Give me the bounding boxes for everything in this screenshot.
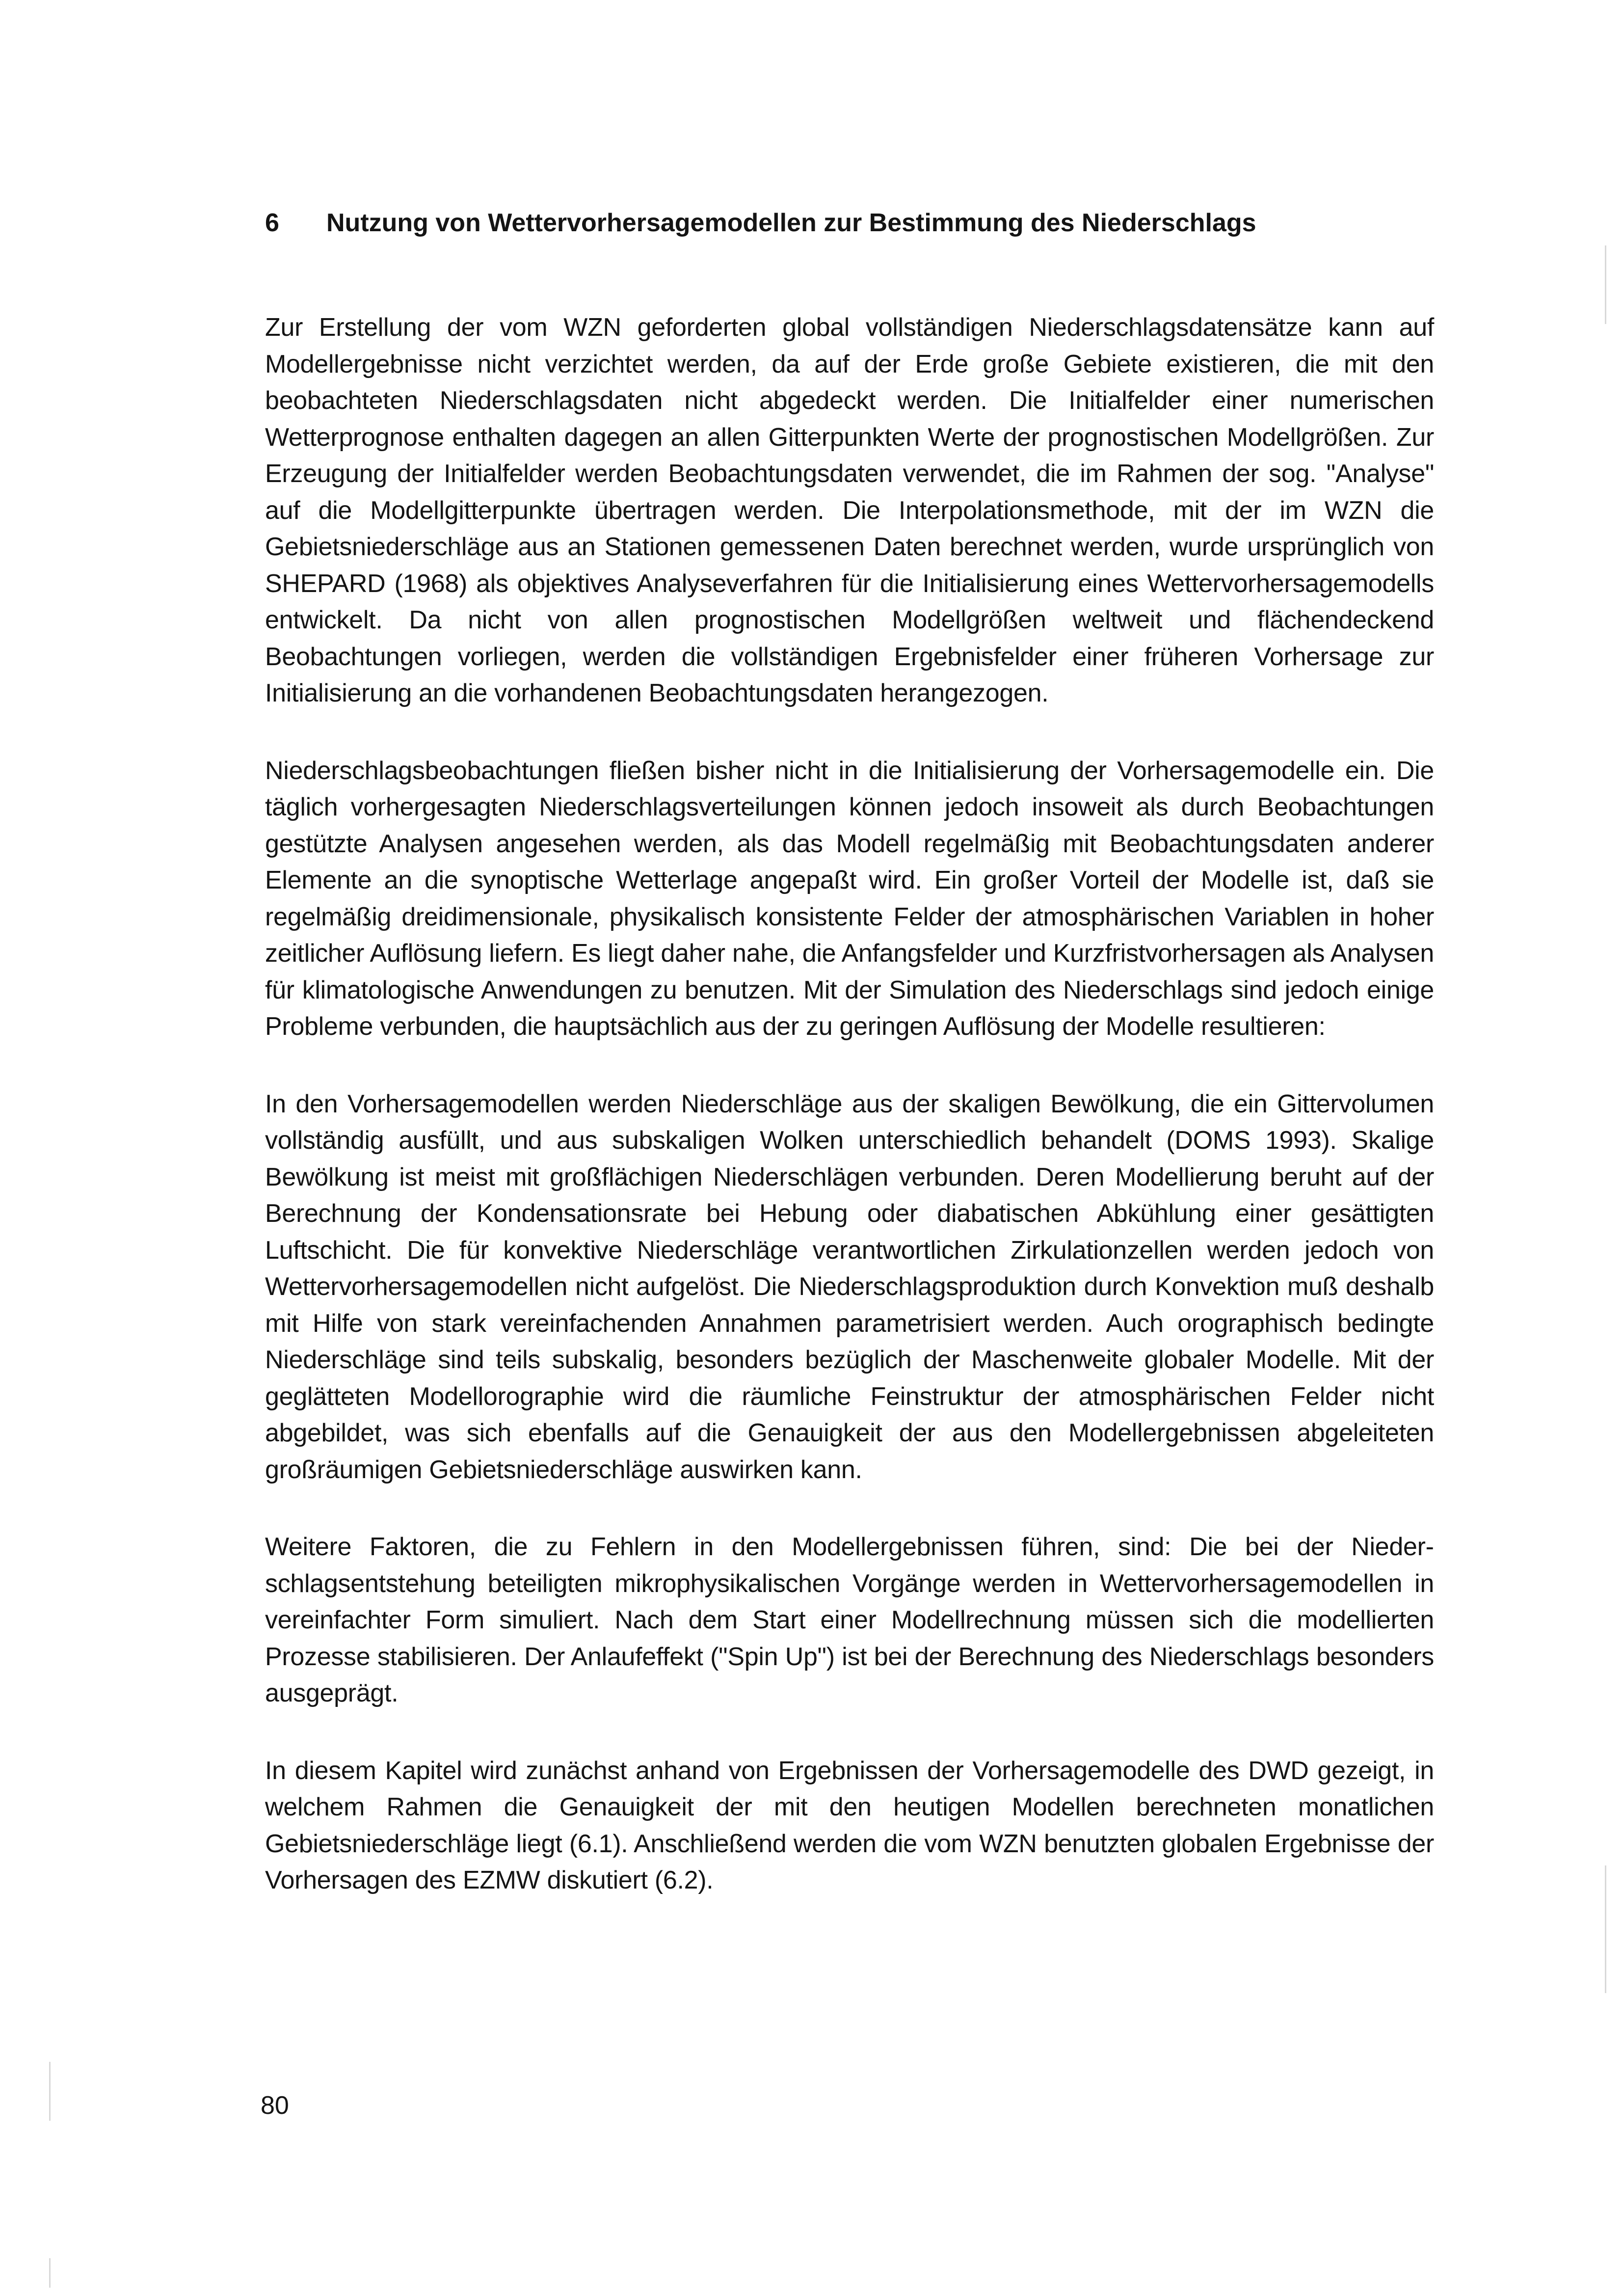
- chapter-title: Nutzung von Wettervorhersagemodellen zur Bestimmung des Niederschlags: [326, 209, 1256, 237]
- scan-mark-left-2: [49, 2258, 51, 2288]
- paragraph-5: In diesem Kapitel wird zunächst anhand von Ergebnissen der Vorhersagemodelle des DWD gezeigt, in welchem Rahmen die Genauigkeit der mit den heutigen Modellen berechneten monatlichen Gebietsniederschläge liegt (6.1). Anschließend werden die vom WZN benutzten globalen Ergebnisse der Vorhersagen des EZMW diskutiert (6.2).: [265, 1756, 1434, 1894]
- paragraph-1: Zur Erstellung der vom WZN geforderten global vollständigen Niederschlagsdatensätze kann auf Modellergebnisse nicht verzichtet werden, da auf der Erde große Gebiete existieren, die mit den beobachteten Niederschlagsdaten nicht abgedeckt werden. Die Initialfelder einer numerischen Wetterprognose enthalten dagegen an allen Gitterpunkten Werte der prognostischen Modellgrößen. Zur Erzeugung der Initialfelder werden Beobachtungsdaten verwendet, die im Rahmen der sog. "Analyse" auf die Modellgitterpunkte übertragen werden. Die Interpolationsmethode, mit der im WZN die Gebietsniederschläge aus an Stationen gemessenen Daten berechnet werden, wurde ursprünglich von SHEPARD (1968) als objektives Analyseverfahren für die Initialisierung eines Wettervorhersagemodells entwickelt. Da nicht von allen prognostischen Modellgrößen weltweit und flächendeckend Beobachtungen vorliegen, werden die vollständigen Ergebnisfelder einer früheren Vorhersage zur Initialisierung an die vorhandenen Beobachtungsdaten herangezogen.: [265, 313, 1434, 707]
- scan-mark-left-1: [49, 2062, 51, 2121]
- body-text: [265, 309, 1434, 1940]
- chapter-heading: [265, 205, 1443, 241]
- paragraph-3: In den Vorhersagemodellen werden Niederschläge aus der skaligen Bewölkung, die ein Gittervolumen vollständig ausfüllt, und aus subskaligen Wolken unterschiedlich behandelt (DOMS 1993). Skalige Bewölkung ist meist mit großflächigen Niederschlägen verbunden. Deren Modellierung beruht auf der Berechnung der Kondensationsrate bei Hebung oder diabatischen Abkühlung einer gesättigten Luftschicht. Die für konvektive Niederschläge verantwortlichen Zirkulationzellen werden jedoch von Wettervorhersagemodellen nicht aufgelöst. Die Niederschlagsproduktion durch Konvektion muß deshalb mit Hilfe von stark vereinfachenden Annahmen parametrisiert werden. Auch orographisch bedingte Niederschläge sind teils subskalig, besonders bezüglich der Maschenweite globaler Modelle. Mit der geglätteten Modellorographie wird die räumliche Feinstruktur der atmosphärischen Felder nicht abgebildet, was sich ebenfalls auf die Genauigkeit der aus den Modellergebnissen abgeleiteten großräumigen Gebietsniederschläge auswirken kann.: [265, 1089, 1434, 1484]
- page-number: 80: [261, 2091, 289, 2120]
- scan-mark-right-1: [1605, 245, 1606, 324]
- scan-mark-right-2: [1605, 1865, 1606, 1993]
- paragraph-4: Weitere Faktoren, die zu Fehlern in den Modellergebnissen führen, sind: Die bei der Niederschlagsentstehung beteiligten mikrophysikalischen Vorgänge werden in Wettervorhersagemodellen in vereinfachter Form simuliert. Nach dem Start einer Modellrechnung müssen sich die modellierten Prozesse stabilisieren. Der Anlaufeffekt ("Spin Up") ist bei der Berechnung des Niederschlags besonders ausgeprägt.: [265, 1533, 1434, 1707]
- paragraph-2: Niederschlagsbeobachtungen fließen bisher nicht in die Initialisierung der Vorhersagemodelle ein. Die täglich vorhergesagten Niederschlagsverteilungen können jedoch insoweit als durch Beobachtungen gestützte Analysen angesehen werden, als das Modell regelmäßig mit Beobachtungsdaten anderer Elemente an die synoptische Wetterlage angepaßt wird. Ein großer Vorteil der Modelle ist, daß sie regelmäßig dreidimensionale, physikalisch konsistente Felder der atmosphärischen Variablen in hoher zeitlicher Auflösung liefern. Es liegt daher nahe, die Anfangsfelder und Kurzfristvorhersagen als Analysen für klimatologische Anwendungen zu benutzen. Mit der Simulation des Niederschlags sind jedoch einige Probleme verbunden, die hauptsächlich aus der zu geringen Auflösung der Modelle resultieren:: [265, 756, 1434, 1041]
- chapter-number: 6: [265, 209, 279, 237]
